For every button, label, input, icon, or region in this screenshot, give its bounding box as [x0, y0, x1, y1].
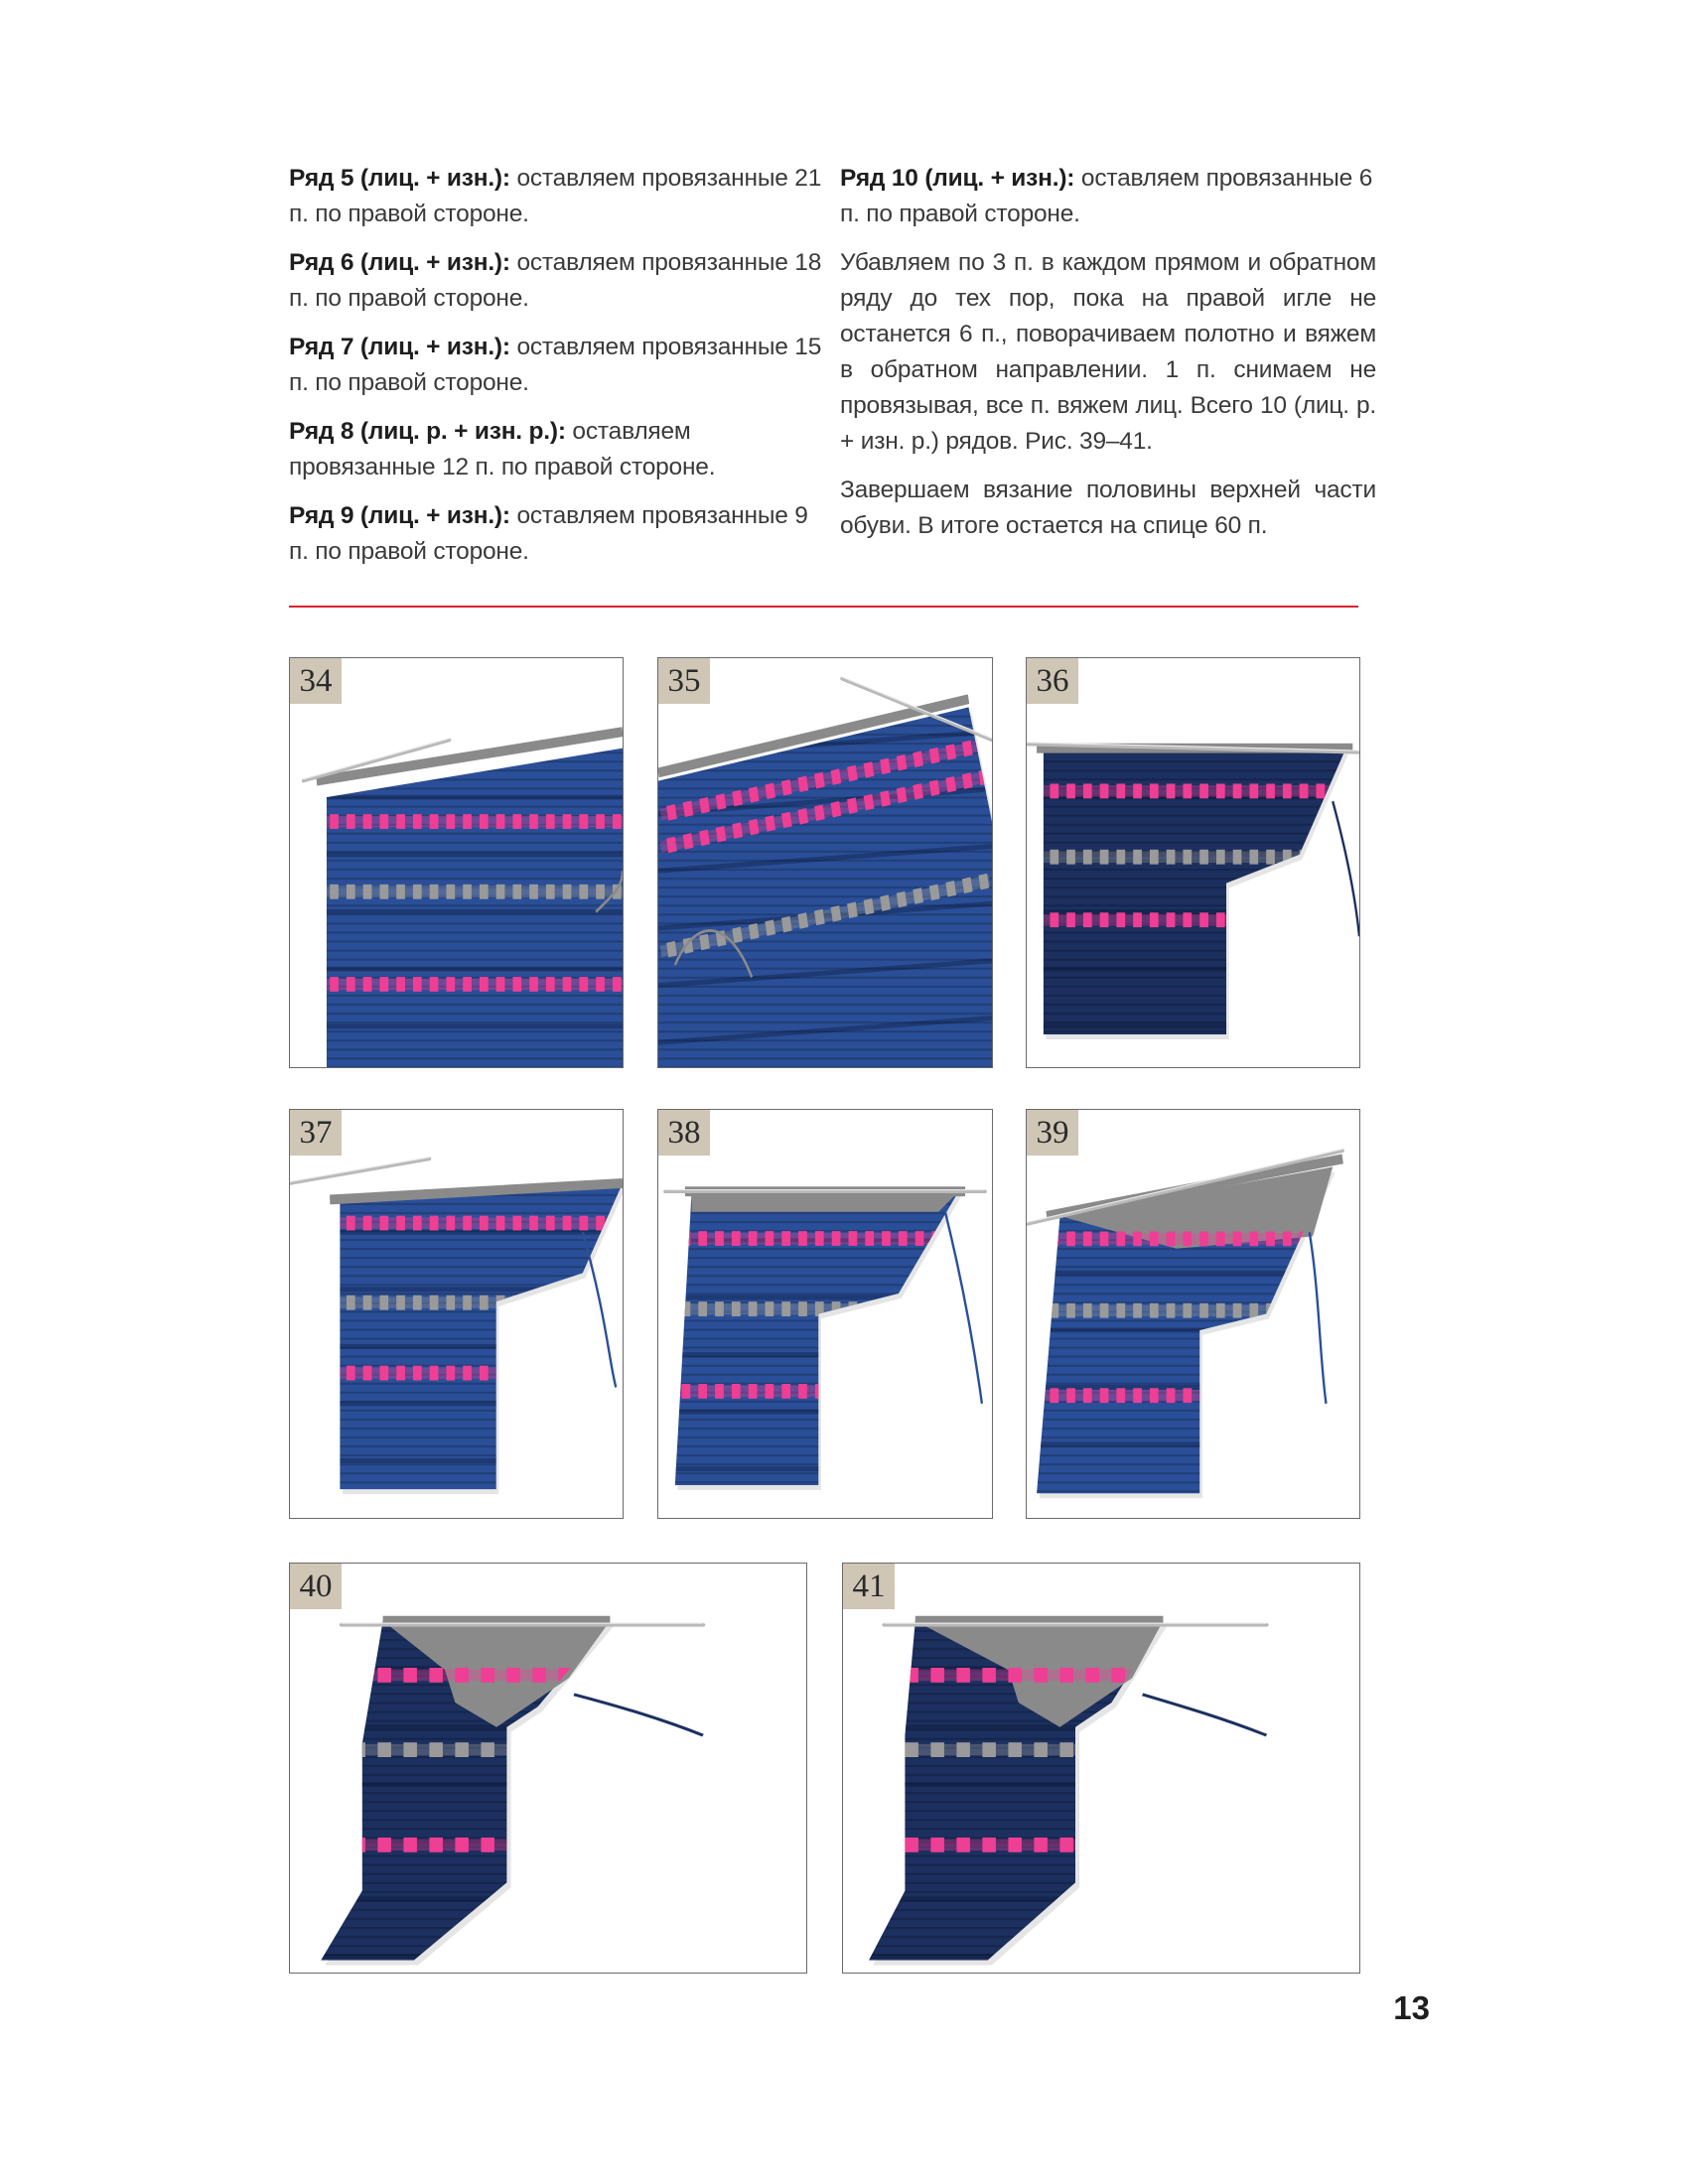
figure-number-badge: 39 — [1027, 1110, 1078, 1156]
knitting-photo — [658, 1110, 992, 1518]
knitting-photo — [1027, 658, 1359, 1067]
figure-35 — [657, 657, 993, 1068]
figure-37 — [289, 1109, 624, 1519]
instruction-row-7: Ряд 7 (лиц. + изн.): оставляем провязанные 15 п. по правой стороне. — [289, 334, 822, 396]
figure-number-badge: 36 — [1027, 658, 1078, 704]
knitting-photo — [290, 1110, 623, 1518]
instruction-row-6: Ряд 6 (лиц. + изн.): оставляем провязанные 18 п. по правой стороне. — [289, 249, 822, 312]
instruction-finish-paragraph: Завершаем вязание половины верхней части обуви. В итоге остается на спице 60 п. — [840, 477, 1376, 539]
knitting-photo — [1027, 1110, 1359, 1518]
figure-number-badge: 35 — [658, 658, 710, 704]
section-divider — [289, 606, 1358, 608]
figure-number-badge: 34 — [290, 658, 342, 704]
knitting-photo — [290, 658, 623, 1067]
instruction-row-10: Ряд 10 (лиц. + изн.): оставляем провязанные 6 п. по правой стороне. — [840, 165, 1373, 227]
figure-41 — [842, 1563, 1360, 1974]
instructions-left-column — [289, 161, 825, 583]
instructions-right-column — [840, 161, 1376, 557]
figure-36 — [1026, 657, 1360, 1068]
instruction-decrease-paragraph: Убавляем по 3 п. в каждом прямом и обратном ряду до тех пор, пока на правой игле не останется 6 п., поворачиваем полотно и вяжем в обратном направлении. 1 п. снимаем не провязывая, все п. вяжем лиц. Всего 10 (лиц. р. + изн. р.) рядов. Рис. 39–41. — [840, 249, 1376, 455]
figure-number-badge: 37 — [290, 1110, 342, 1156]
figure-39 — [1026, 1109, 1360, 1519]
figure-40 — [289, 1563, 807, 1974]
page-number: 13 — [1393, 1989, 1430, 2026]
instruction-row-5: Ряд 5 (лиц. + изн.): оставляем провязанные 21 п. по правой стороне. — [289, 165, 822, 227]
instruction-row-8: Ряд 8 (лиц. р. + изн. р.): оставляем провязанные 12 п. по правой стороне. — [289, 418, 716, 480]
knitting-photo — [290, 1564, 806, 1973]
figure-34 — [289, 657, 624, 1068]
instruction-row-9: Ряд 9 (лиц. + изн.): оставляем провязанные 9 п. по правой стороне. — [289, 502, 808, 565]
figure-38 — [657, 1109, 993, 1519]
knitting-photo — [843, 1564, 1359, 1973]
figure-number-badge: 41 — [843, 1564, 895, 1609]
figure-number-badge: 38 — [658, 1110, 710, 1156]
figure-number-badge: 40 — [290, 1564, 342, 1609]
knitting-photo — [658, 658, 992, 1067]
